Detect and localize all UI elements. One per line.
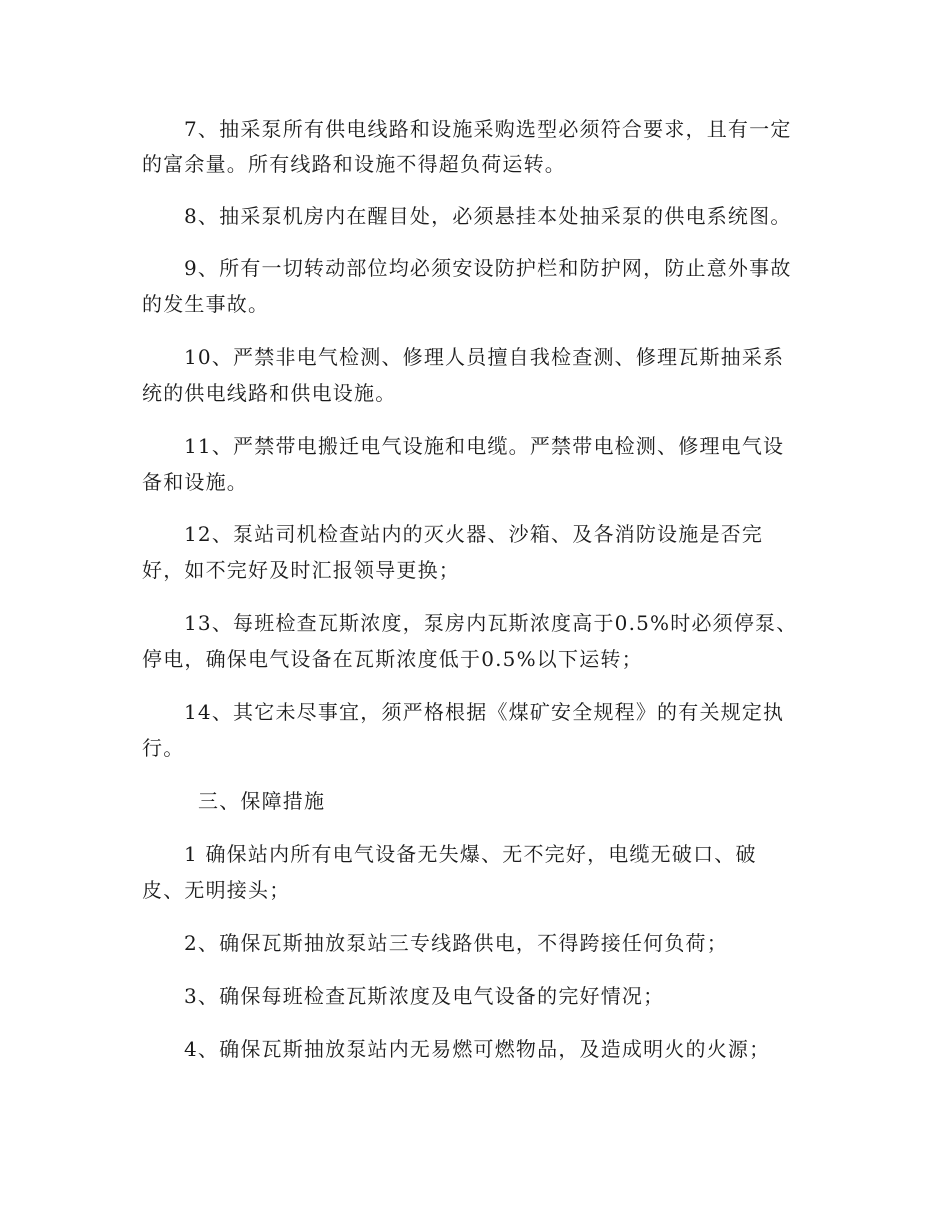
text-line: 统的供电线路和供电设施。: [142, 381, 397, 405]
text-line: 8、抽采泵机房内在醒目处，必须悬挂本处抽采泵的供电系统图。: [184, 204, 792, 228]
text-line: 好，如不完好及时汇报领导更换；: [142, 558, 460, 582]
text-line: 4、确保瓦斯抽放泵站内无易燃可燃物品，及造成明火的火源；: [184, 1037, 771, 1061]
text-line: 9、所有一切转动部位均必须安设防护栏和防护网，防止意外事故: [184, 256, 792, 280]
text-line: 备和设施。: [142, 470, 248, 494]
text-line: 11、严禁带电搬迁电气设施和电缆。严禁带电检测、修理电气设: [184, 434, 785, 458]
text-line: 2、确保瓦斯抽放泵站三专线路供电，不得跨接任何负荷；: [184, 931, 728, 955]
text-line: 10、严禁非电气检测、修理人员擅自我检查测、修理瓦斯抽采系: [184, 345, 785, 369]
section-heading: 三、保障措施: [198, 789, 326, 813]
text-line: 3、确保每班检查瓦斯浓度及电气设备的完好情况；: [184, 984, 665, 1008]
text-line: 14、其它未尽事宜，须严格根据《煤矿安全规程》的有关规定执: [184, 700, 785, 724]
text-line: 13、每班检查瓦斯浓度，泵房内瓦斯浓度高于0.5%时必须停泵、: [184, 611, 798, 635]
text-line: 7、抽采泵所有供电线路和设施采购选型必须符合要求，且有一定: [184, 117, 792, 141]
text-line: 12、泵站司机检查站内的灭火器、沙箱、及各消防设施是否完: [184, 522, 764, 546]
text-line: 停电，确保电气设备在瓦斯浓度低于0.5%以下运转；: [142, 647, 643, 671]
text-line: 行。: [142, 736, 185, 760]
text-line: 的发生事故。: [142, 292, 270, 316]
text-line: 皮、无明接头；: [142, 878, 291, 902]
text-line: 的富余量。所有线路和设施不得超负荷运转。: [142, 152, 566, 176]
text-line: 1 确保站内所有电气设备无失爆、无不完好，电缆无破口、破: [184, 842, 757, 866]
